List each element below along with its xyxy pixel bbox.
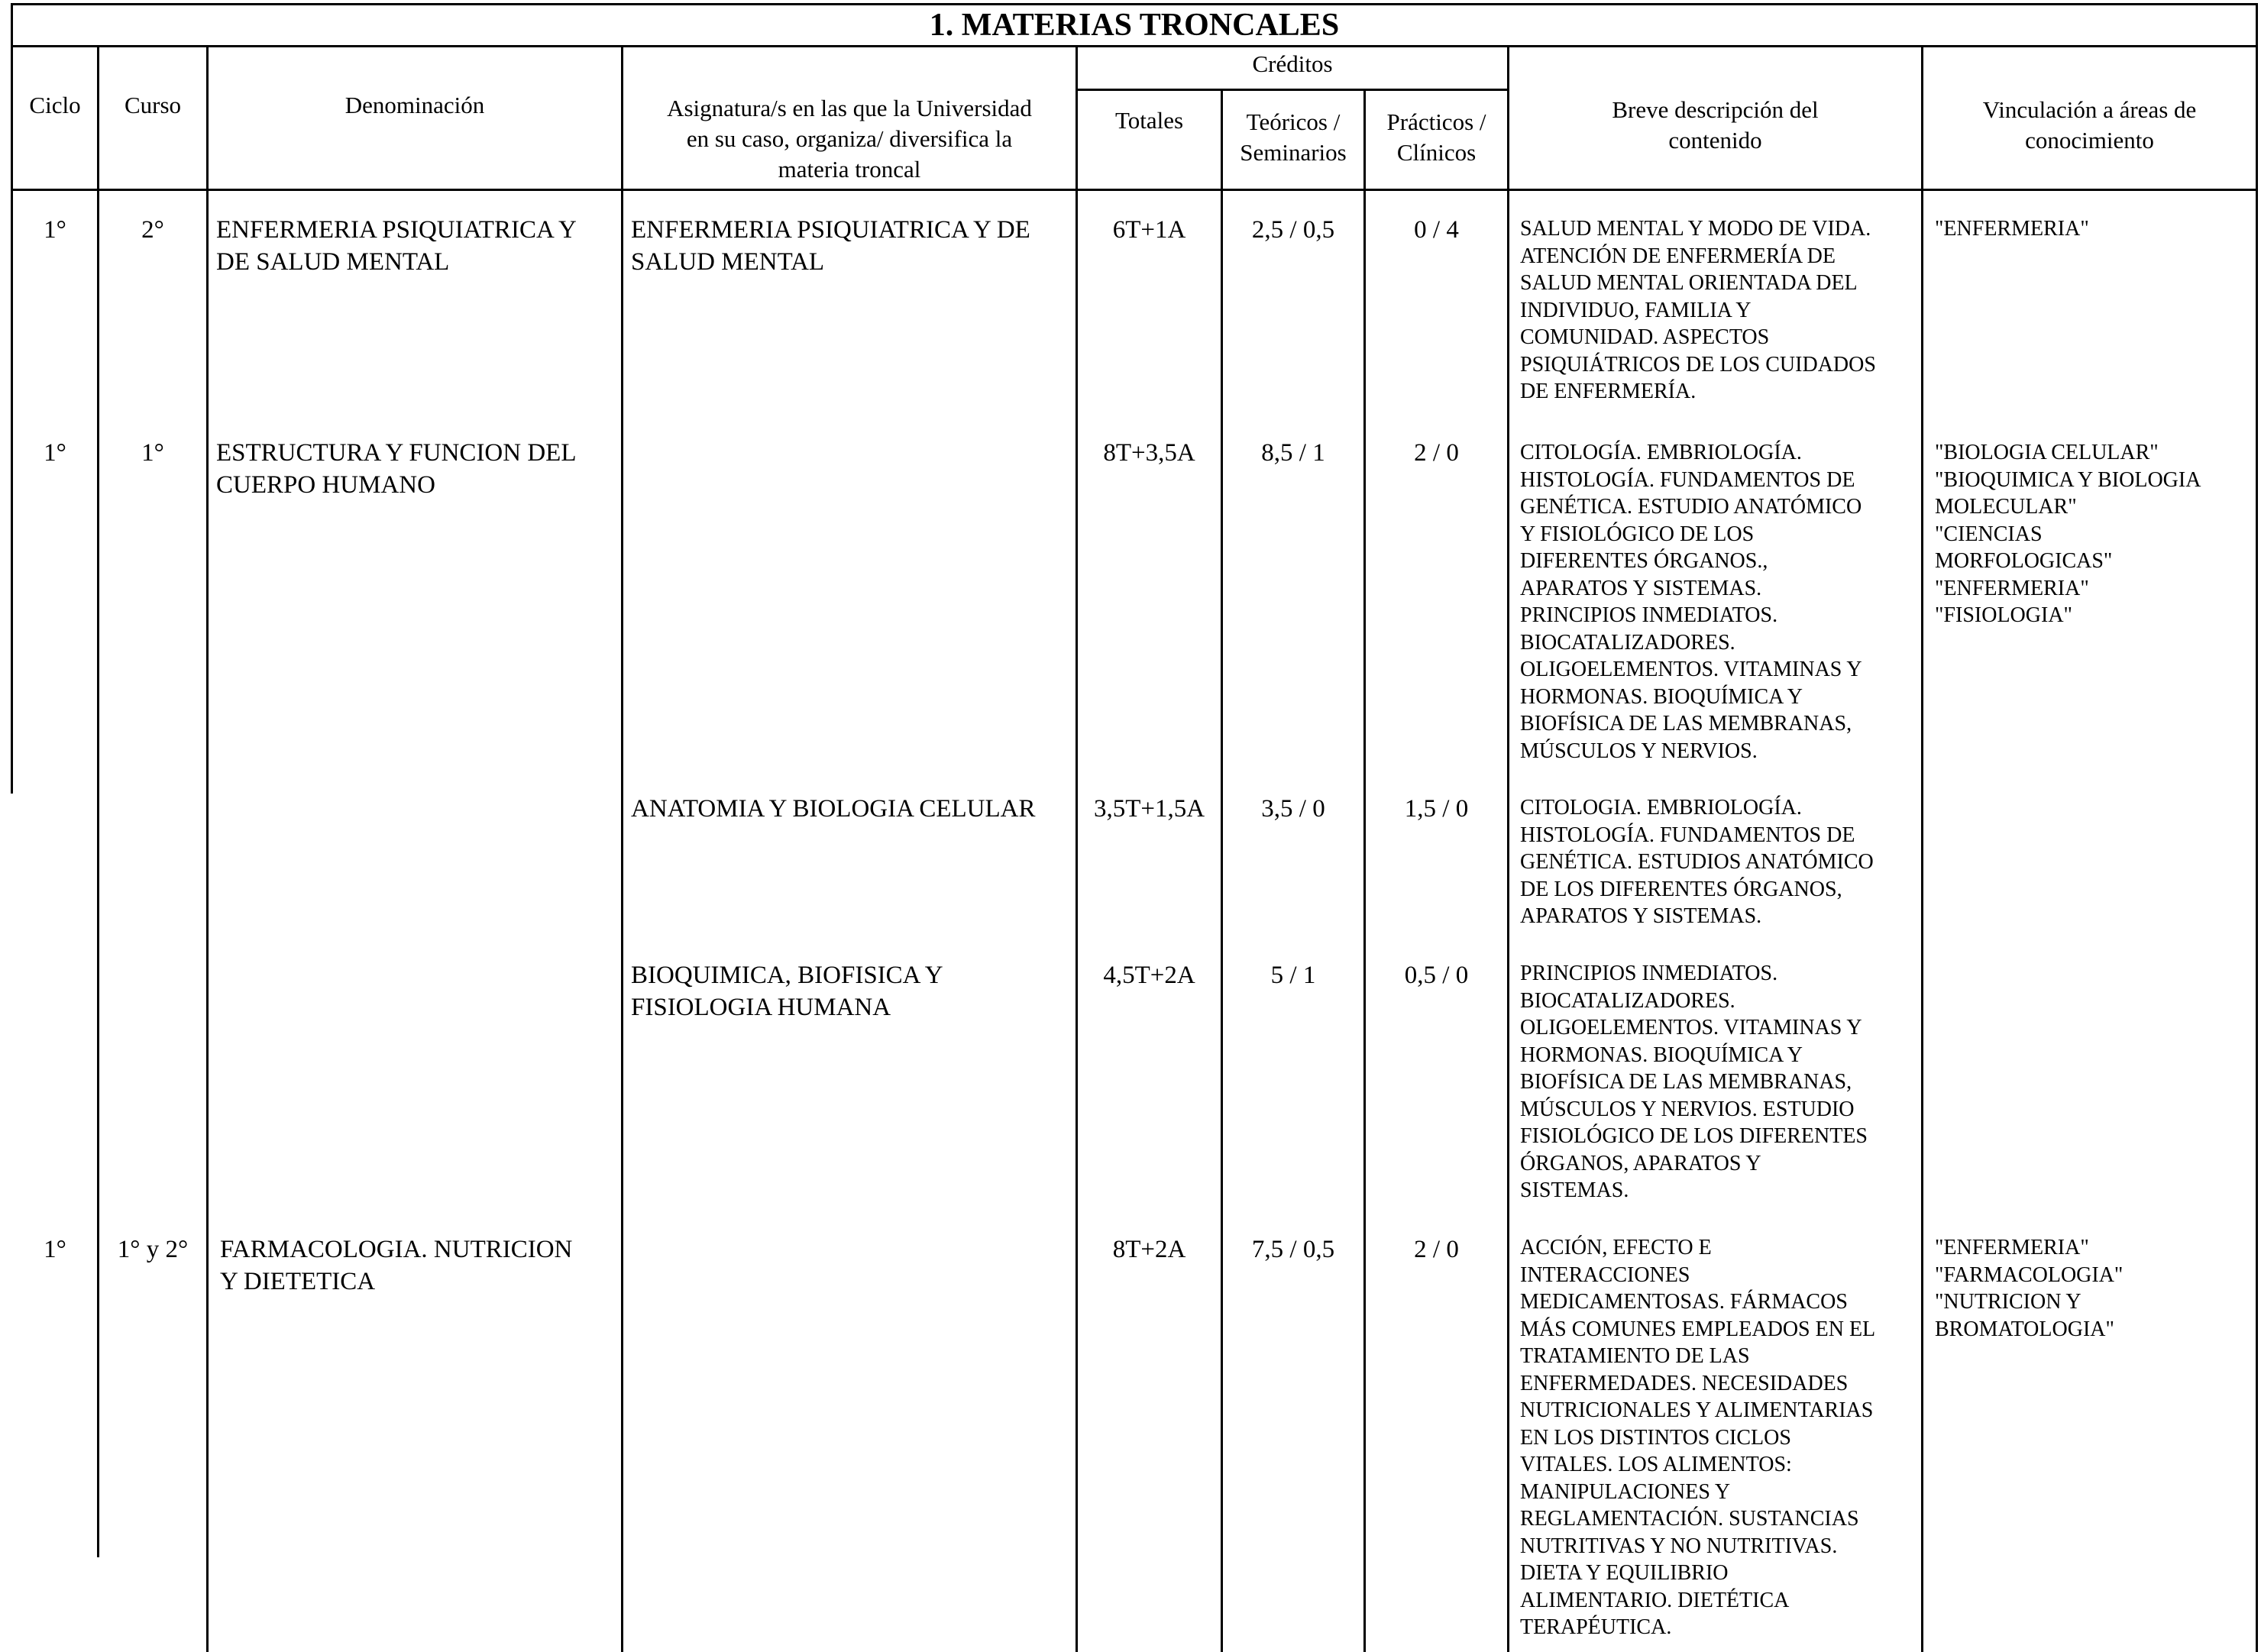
- row-1-totales: 6T+1A: [1112, 216, 1186, 244]
- header-totales: Totales: [1114, 107, 1184, 134]
- header-teoricos: Teóricos / Seminarios: [1240, 108, 1347, 166]
- table-right-border: [2256, 3, 2258, 1652]
- header-practicos: Prácticos / Clínicos: [1386, 108, 1486, 166]
- row-3-descripcion: CITOLOGIA. EMBRIOLOGÍA. HISTOLOGÍA. FUNDAMENTOS DE GENÉTICA. ESTUDIOS ANATÓMICO DE LOS DIFERENTES ÓRGANOS, APARATOS Y SISTEMAS.: [1520, 796, 1874, 928]
- col-divider-denominacion: [621, 45, 623, 1652]
- col-divider-practicos: [1507, 45, 1509, 1652]
- header-descripcion: Breve descripción del contenido: [1612, 96, 1819, 154]
- header-curso: Curso: [124, 92, 182, 118]
- header-vinculacion: Vinculación a áreas de conocimiento: [1982, 96, 2197, 154]
- row-5-ciclo: 1°: [44, 1236, 66, 1263]
- row-2-denominacion: ESTRUCTURA Y FUNCION DEL CUERPO HUMANO: [216, 439, 577, 499]
- row-4-practicos: 0,5 / 0: [1404, 962, 1469, 989]
- col-divider-curso: [206, 45, 209, 1652]
- row-2-curso: 1°: [141, 439, 164, 467]
- creditos-divider: [1076, 89, 1509, 91]
- col-divider-teoricos: [1363, 89, 1366, 1652]
- row-1-teoricos: 2,5 / 0,5: [1251, 216, 1335, 244]
- row-1-practicos: 0 / 4: [1414, 216, 1459, 244]
- col-divider-totales: [1221, 89, 1223, 1652]
- header-denominacion: Denominación: [344, 92, 485, 118]
- row-5-descripcion: ACCIÓN, EFECTO E INTERACCIONES MEDICAMENTOSAS. FÁRMACOS MÁS COMUNES EMPLEADOS EN EL TRATAMIENTO DE LAS ENFERMEDADES. NECESIDADES NUTRICIONALES Y ALIMENTARIAS EN LOS DISTINTOS CICLOS VITALES. LOS ALIMENTOS: MANIPULACIONES Y REGLAMENTACIÓN. SUSTANCIAS NUTRITIVAS Y NO NUTRITIVAS. DIETA Y EQUILIBRIO ALIMENTARIO. DIETÉTICA TERAPÉUTICA.: [1520, 1236, 1876, 1639]
- table-title: 1. MATERIAS TRONCALES: [929, 8, 1340, 43]
- row-5-totales: 8T+2A: [1112, 1236, 1186, 1263]
- row-2-practicos: 2 / 0: [1414, 439, 1459, 467]
- row-1-curso: 2°: [141, 216, 164, 244]
- header-asignaturas: Asignatura/s en las que la Universidad en su caso, organiza/ diversifica la materia troncal: [667, 95, 1032, 183]
- row-4-totales: 4,5T+2A: [1103, 962, 1195, 989]
- row-3-asignatura: ANATOMIA Y BIOLOGIA CELULAR: [631, 795, 1036, 823]
- row-1-vinculacion: "ENFERMERIA": [1935, 217, 2089, 241]
- table-left-border: [11, 3, 13, 794]
- row-4-asignatura: BIOQUIMICA, BIOFISICA Y FISIOLOGIA HUMANA: [631, 962, 943, 1021]
- row-2-totales: 8T+3,5A: [1103, 439, 1195, 467]
- col-divider-ciclo: [97, 45, 99, 1557]
- row-1-denominacion: ENFERMERIA PSIQUIATRICA Y DE SALUD MENTAL: [216, 216, 577, 276]
- row-4-descripcion: PRINCIPIOS INMEDIATOS. BIOCATALIZADORES. OLIGOELEMENTOS. VITAMINAS Y HORMONAS. BIOQUÍMICA Y BIOFÍSICA DE LAS MEMBRANAS, MÚSCULOS Y NERVIOS. ESTUDIO FISIOLÓGICO DE LOS DIFERENTES ÓRGANOS, APARATOS Y SISTEMAS.: [1520, 962, 1868, 1202]
- row-4-teoricos: 5 / 1: [1270, 962, 1316, 989]
- row-3-teoricos: 3,5 / 0: [1261, 795, 1325, 823]
- row-5-curso: 1° y 2°: [117, 1236, 189, 1263]
- row-2-teoricos: 8,5 / 1: [1261, 439, 1325, 467]
- row-2-descripcion: CITOLOGÍA. EMBRIOLOGÍA. HISTOLOGÍA. FUNDAMENTOS DE GENÉTICA. ESTUDIO ANATÓMICO Y FISIOLÓGICO DE LOS DIFERENTES ÓRGANOS., APARATOS Y SISTEMAS. PRINCIPIOS INMEDIATOS. BIOCATALIZADORES. OLIGOELEMENTOS. VITAMINAS Y HORMONAS. BIOQUÍMICA Y BIOFÍSICA DE LAS MEMBRANAS, MÚSCULOS Y NERVIOS.: [1520, 441, 1862, 763]
- row-1-descripcion: SALUD MENTAL Y MODO DE VIDA. ATENCIÓN DE ENFERMERÍA DE SALUD MENTAL ORIENTADA DEL INDIVIDUO, FAMILIA Y COMUNIDAD. ASPECTOS PSIQUIÁTRICOS DE LOS CUIDADOS DE ENFERMERÍA.: [1520, 217, 1876, 403]
- header-creditos: Créditos: [1252, 50, 1333, 77]
- row-1-ciclo: 1°: [44, 216, 66, 244]
- row-5-practicos: 2 / 0: [1414, 1236, 1459, 1263]
- col-divider-asignatura: [1076, 45, 1078, 1652]
- col-divider-descripcion: [1921, 45, 1923, 1652]
- row-2-ciclo: 1°: [44, 439, 66, 467]
- row-1-asignatura: ENFERMERIA PSIQUIATRICA Y DE SALUD MENTAL: [631, 216, 1030, 276]
- row-2-vinculacion: "BIOLOGIA CELULAR" "BIOQUIMICA Y BIOLOGIA MOLECULAR" "CIENCIAS MORFOLOGICAS" "ENFERMERIA" "FISIOLOGIA": [1935, 441, 2201, 627]
- row-5-vinculacion: "ENFERMERIA" "FARMACOLOGIA" "NUTRICION Y BROMATOLOGIA": [1935, 1236, 2124, 1341]
- row-3-practicos: 1,5 / 0: [1404, 795, 1469, 823]
- row-3-totales: 3,5T+1,5A: [1093, 795, 1205, 823]
- row-5-teoricos: 7,5 / 0,5: [1251, 1236, 1335, 1263]
- header-ciclo: Ciclo: [29, 92, 81, 118]
- table-top-border: [11, 3, 2258, 5]
- row-5-denominacion: FARMACOLOGIA. NUTRICION Y DIETETICA: [220, 1236, 573, 1295]
